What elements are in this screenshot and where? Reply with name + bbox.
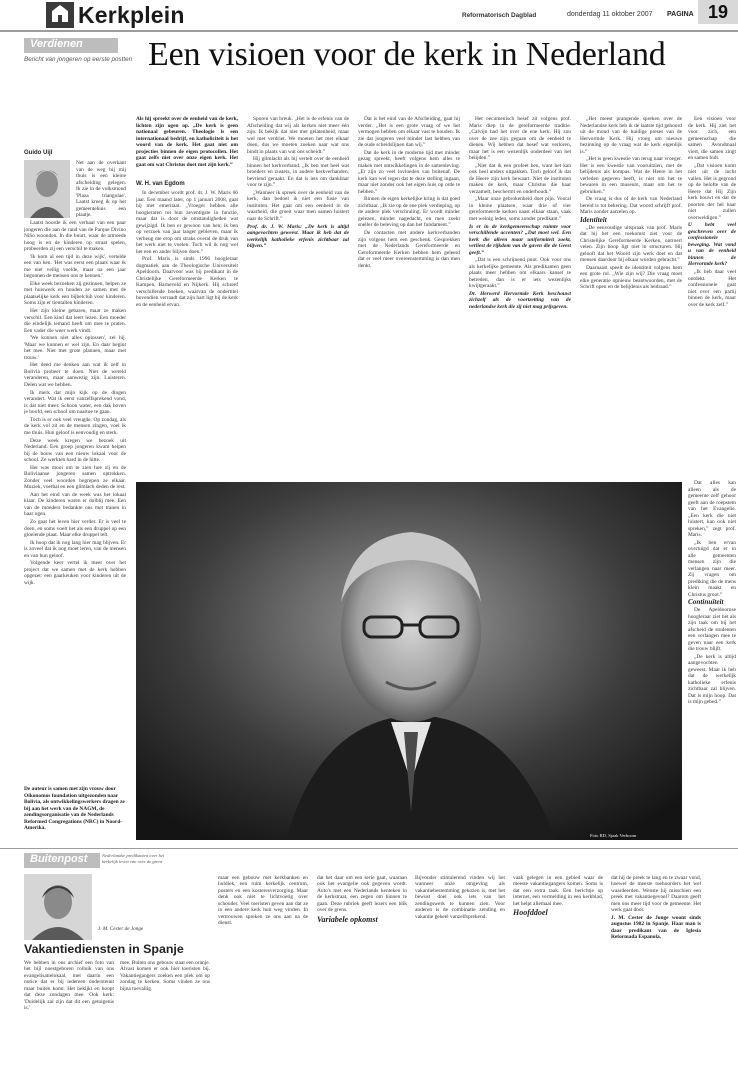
columnist-paragraph: Zo gaat het leven hier verder. Er is veel te doen, en soms voelt het als een druppel op een gloeiende plaat. Maar elke druppel telt. bbox=[24, 519, 126, 539]
publication-date: donderdag 11 oktober 2007 bbox=[567, 11, 653, 18]
article-paragraph: „Het is geen kwestie van terug naar vroeger. Het is een kwestie van vooruitzien, met de belijdenis als kompas. Wat de Heere in het verleden gegeven heeft, is niet om het te bewaren in een museum, maar om het te gebruiken.” bbox=[580, 156, 682, 195]
article-paragraph: „Het meest prangende spreken over de Nederlandse kerk heb ik de laatste tijd gehoord uit de mond van de huidige preses van de Hervormde Kerk. Hij vroeg om nieuwe bezinning op de vraag wat de kerk eigenlijk is.” bbox=[580, 116, 682, 155]
columnist-paragraph: 'We kunnen niet alles oplossen', zei hij. 'Maar we kunnen er wel zijn. En daar begint het mee. Niet met grote plannen, maar met trouw.' bbox=[24, 335, 126, 361]
columnist-paragraph: Ik merk dat mijn kijk op de dingen verandert. Wat ik eerst vanzelfsprekend vond, is dat niet meer. Schoon water, een dak boven je hoofd, een school om naartoe te gaan. bbox=[24, 389, 126, 416]
article-question: U hebt veel geschreven over de confessionele beweging. Wat vond u van de eenheid binnen de Hervormde kerk? bbox=[688, 222, 736, 268]
buitenpost-paragraph: We hebben in ons archief een foto van het bijl noestgeboren rolluik van ons evangelisatielokaal, met daarin een notice dat er bij iedereen ondersteunt maar buiten komt. Het bekijkt en hoopt dat deze zondagen mee. Ook kerk: 'Duidelijk zal zijn dat dit een getuigenis is.' bbox=[24, 960, 114, 1012]
buitenpost-headline: Vakantiediensten in Spanje bbox=[24, 942, 184, 956]
buitenpost-paragraph: maar een gebouw met kerkbanken en huldiek, een ruim kerkelijk centrum, posters en een kosteresverzorging. Maar denk ook niet te lichtvoetig over schouder. Veel toeristen geven aan dat ze in een andere kerk hun weg vinden. In vertrouwen spreken ze ons aan na de dienst. bbox=[218, 875, 308, 927]
publication-name: Reformatorisch Dagblad bbox=[462, 12, 537, 19]
article-paragraph: De Apeldoornse hoogleraar ziet het als zijn taak om bij het afscheid de studenten een verlangen mee te geven naar een kerk die trouw blijft. bbox=[688, 607, 736, 653]
photo-caption: Prof. dr. J. W. Maris: „De kerk is altijd aangevochten geweest. Maar ik heb dat de werkelijk katholieke erfenis zichtbaar zal blijven.” bbox=[247, 223, 349, 250]
article-author: W. H. van Egdom bbox=[136, 181, 185, 187]
header-rule bbox=[0, 30, 738, 32]
article-paragraph: Prof. Maris is sinds 1996 hoogleraar dogmatiek aan de Theologische Universiteit Apeldoorn. Daarvoor was hij predikant in de Christelijke Gereformeerde Kerken te Kampen, Barneveld en Nijkerk. Hij schreef verschillende boeken, waarvan de ondertitel bovendien verraadt dat zijn hart ligt bij de kerk en de eenheid ervan. bbox=[136, 256, 238, 308]
article-paragraph: Dat is het eind van de Afscheiding, gaat hij verder. „Het is een grote vraag of we het vermogen hebben om elkaar vast te houden. Ik zie dat jongeren veel minder last hebben van de oude scheidslijnen dan wij.” bbox=[358, 116, 460, 148]
columnist-paragraph: Het deed me denken aan wat ik zelf in Bolivia probeer te doen. Niet de wereld veranderen, maar aanwezig zijn. Luisteren. Delen wat we hebben. bbox=[24, 362, 126, 388]
article-column-6 bbox=[688, 116, 736, 480]
article-paragraph: „De kerk is altijd aangevochten geweest. Maar ik heb dat de werkelijk katholieke erfenis zichtbaar zal blijven. Dat is mijn hoop. Dat is mijn gebed.” bbox=[688, 653, 736, 706]
columnist-intro bbox=[76, 160, 126, 218]
buitenpost-paragraph: Bijvonder stimulerend vinden wij het wanneer onze omgeving als vakantiebestemming gekozen is, met het bewust doel ook iets van het zendingswerk te kunnen zien. Voor anderen is de combinatie zending en vakantie geheel vanzelfsprekend. bbox=[415, 875, 505, 920]
photo-credit: Foto RD, Sjaak Verboom bbox=[590, 833, 637, 838]
article-column-6-continued bbox=[688, 480, 736, 840]
buitenpost-author-photo bbox=[24, 874, 92, 940]
columnist-paragraph: Toch is er ook veel vreugde. Op zondag, als de kerk vol zit en de mensen zingen, voel ik me thuis. Hun geloof is eenvoudig en sterk. bbox=[24, 416, 126, 436]
article-paragraph: Daarnaast speelt de identiteit volgens hem een grote rol. „Wie zijn wij? Die vraag moet elke generatie opnieuw beantwoorden, met de Schrift open en de belijdenis als leidraad.” bbox=[580, 264, 682, 291]
article-column-1 bbox=[136, 190, 238, 475]
article-paragraph: „Dat visioen komt niet uit de lucht vallen. Het is gegrond op de belofte van de Heere dat Hij Zijn kerk bouwt en dat de poorten der hel haar niet zullen overweldigen.” bbox=[688, 162, 736, 221]
article-lead: Als hij spreekt over de eenheid van de kerk, lichten zijn ogen op. „De kerk is geen nationaal gebeuren. Theologie is een internationaal bedrijf, en katholiciteit is het woord van de kerk. Het gaat niet om projecties binnen de eigen protocollen. Het gaat zelfs niet over onze eigen kerk. Het gaat om wat Christus doet met zijn kerk.” bbox=[136, 116, 238, 168]
article-column-3 bbox=[358, 116, 460, 474]
buitenpost-column-5 bbox=[415, 875, 505, 1065]
article-paragraph: Dat de kerk in de moderne tijd met minder gezag spreekt, heeft volgens hem alles te maken met ontwikkelingen in de samenleving. „Er zijn zo veel invloeden van buitenaf. De kerk kan wel tegen dat te deze stelling ingaan, maar niet zonder ook het eigen huis op orde te hebben.” bbox=[358, 149, 460, 195]
article-subheading: Continuïteit bbox=[688, 598, 724, 607]
columnist-paragraph: Elke week bezoeken zij gezinnen, helpen ze met huiswerk en houden ze samen met de plaatselijke kerk een bijbelclub voor kinderen. Soms zijn er tientallen kinderen. bbox=[24, 280, 126, 307]
columnist-photo bbox=[24, 160, 70, 218]
article-paragraph: Hij glimlacht als hij vertelt over de eenheid binnen het kerkverband. „Ik ben met heel wat broeders en zusters, in andere kerkverbanden, bevriend geraakt. En dat is iets om dankbaar voor te zijn.” bbox=[247, 156, 349, 189]
buitenpost-column-2 bbox=[120, 960, 210, 1066]
article-paragraph: Dat alles kan alleen als de gemeente zelf gehoor geeft aan de roepstem van het Evangelie. „Een kerk die niet luistert, kan ook niet spreken,” zegt prof. Maris. bbox=[688, 480, 736, 538]
buitenpost-column-6 bbox=[513, 875, 603, 1065]
page-number: 19 bbox=[698, 0, 738, 24]
buitenpost-subheading: Hoofddoel bbox=[513, 908, 548, 918]
article-paragraph: „Dat is een schrijnend punt. Ook voor ons als kerkelijke gemeente. Als predikanten geen plaats meer hebben om elkaars kansel te betreden, dan is er iets wezenlijks kwijtgeraakt.” bbox=[469, 257, 571, 290]
buitenpost-column-7 bbox=[611, 875, 701, 1065]
columnist-paragraph: Aan het eind van de week was het lokaal klaar. De kinderen waren er dolblij mee. Een van de moeders bedankte ons met tranen in haar ogen. bbox=[24, 491, 126, 518]
article-paragraph: „Maar onze gebrokenheid doet pijn. Vooral in kleine plaatsen, waar drie of vier gereformeerde kerken naast elkaar staan, vaak met weinig leden, soms zonder predikant.” bbox=[469, 196, 571, 222]
article-subheading: Identiteit bbox=[580, 216, 607, 225]
columnist-author-note: De auteur is samen met zijn vrouw door Oikonomos foundation uitgezonden naar Bolivia, als ontwikkelingswerkers dragen ze bij aan het werk van de NAGM, de zendingsorganisatie van de Nederlands Reformed Congregations (NRC) in Noord-Amerika. bbox=[24, 786, 125, 831]
article-column-2 bbox=[247, 116, 349, 474]
article-question: Is er in de kerkgemeenschap ruimte voor verschillende accenten? „Dat moet wel. Een kerk die alleen maar uniformiteit zoekt, verliest de rijkdom van de gaven die de Geest geeft.” bbox=[469, 223, 571, 256]
buitenpost-paragraph: mee. Buiten ons gebouw staat een oranje. Alvast komen er ook hier toeristen bij. Vakantiegangers zoeken een plek om op zondag te kerken. Soms vinden ze ons bijna toevallig. bbox=[120, 960, 210, 992]
article-paragraph: In december wordt prof. dr. J. W. Maris 66 jaar. Een maand later, op 1 januari 2008, gaat hij met emeritaat. „Vroeger hebben alle hoogleraren tot hun zeventigste in functie, maar dat is door de omstandigheden wat gewijzigd. Ik ben er gewoon van hen; ik ben op verzoek van jaar langer gebleven, maar ik verheug me erop om straks overal de druk van het werk niet te voelen. Toch wil ik nog wel het een en ander blijven doen.” bbox=[136, 190, 238, 255]
pagina-label: PAGINA bbox=[667, 11, 694, 18]
columnist-paragraph: Ik hoop dat ik nog lang hier mag blijven. Er is zoveel dat ik nog moet leren, van de mensen en van hun geloof. bbox=[24, 539, 126, 559]
section-title: Kerkplein bbox=[78, 2, 185, 28]
buitenpost-byline: J. M. Cester de Jonge bbox=[98, 926, 144, 932]
article-paragraph: Een visioen voor de kerk. Hij ziet het voor zich, een gemeenschap die samen Avondmaal viert, die samen zingt en samen bidt. bbox=[688, 116, 736, 161]
professor-portrait-photo bbox=[136, 482, 682, 840]
columnist-intro-text: Net aan de overkant van de weg bij mij thuis is een kleine afscheiding gelegen. Ik zie in de volksmond 'Plaza triangulae'. Laatst kreeg ik op het gemeentehuis een plaatje. bbox=[76, 160, 126, 218]
article-paragraph: „Niet dat ik een profeet ben, want het kan ook heel anders uitpakken. Toch geloof ik dat de Heere zijn kerk bewaart. Niet de instituten maken de kerk, maar Christus die haar verzamelt, beschermt en onderhoudt.” bbox=[469, 162, 571, 195]
article-column-4 bbox=[469, 116, 571, 474]
buitenpost-paragraph: dat het daar om een serie gaat, waaraan ook het evangelie ook gegeven wordt. Auto's met een Nederlands kenteken in de kerkstraat, een zegen om binnen te gaan. Deze rubriek geeft lezers een blik over de grens. bbox=[317, 875, 407, 914]
columnist-paragraph: Het zijn kleine gebaren, maar ze maken verschil. Een kind dat leert lezen. Een moeder die eindelijk iemand heeft om mee te praten. Een vader die weer werk vindt. bbox=[24, 308, 126, 334]
buitenpost-paragraph: vaak gelegen in een gebied waar de meeste vakantiegangers komen. Soms is dat een extra taak. Een berichtje op internet, een vermelding in een kerkblad, het helpt allemaal mee. bbox=[513, 875, 603, 907]
verdienen-label: Verdienen bbox=[30, 38, 83, 50]
article-paragraph: De contacten met andere kerkverbanden zijn volgens hem een geschenk. Gesprekken met de Nederlands Gereformeerde en Gereformeerde Kerken hebben hem geleerd dat er veel meer overeenstemming is dan men denkt. bbox=[358, 230, 460, 269]
columnist-paragraph: Deze week kregen we bezoek uit Nederland. Een groep jongeren kwam helpen bij de bouw van een nieuw lokaal voor de school. Ze werkten hard in de hitte. bbox=[24, 437, 126, 463]
buitenpost-subheading: Variabele opkomst bbox=[317, 914, 378, 924]
buitenpost-rule bbox=[0, 848, 738, 849]
columnist-paragraph: Het was mooi om te zien hoe zij en de Boliviaanse jongeren samen optrokken. Zonder veel woorden begrepen ze elkaar. Muziek, voetbal en een glimlach deden de rest. bbox=[24, 464, 126, 491]
article-paragraph: „De eenvoudige uitspraak van prof. Maris dat hij het een toekomst ziet voor de Christelijke Gereformeerde Kerken, ontroert velen. Zijn hoop ligt niet in structuren. Hij gelooft dat het Woord zijn werk doet en dat mensen daardoor bij elkaar worden gebracht.” bbox=[580, 224, 682, 264]
columnist-paragraph: Volgende keer vertel ik meer over het project dat we samen met de kerk hebben opgezet: een gaarkeuken voor kinderen uit de wijk. bbox=[24, 560, 126, 586]
article-headline: Een visioen voor de kerk in Nederland bbox=[148, 36, 666, 73]
buitenpost-column-1 bbox=[24, 960, 114, 1066]
article-paragraph: „Wanneer ik spreek over de eenheid van de kerk, dan bedoel ik niet een fusie van instituten. Het gaat om een eenheid in de waarheid, die groeit waar men samen luistert naar de Schrift.” bbox=[247, 189, 349, 222]
buitenpost-column-4 bbox=[317, 875, 407, 1065]
article-column-5 bbox=[580, 116, 682, 474]
article-paragraph: Binnen de eigen kerkelijke kring is dat goed zichtbaar. „Ik zie op de ene plek verdieping, op de andere plek verschraling. Er wordt minder gelezen, minder nagedacht, en men zoekt sneller de beleving op dan het fundament.” bbox=[358, 196, 460, 229]
buitenpost-author-note: J. M. Cester de Jonge woont sinds augustus 1982 in Spanje. Haar man is daar predikant van de Iglesia Reformada Espanola. bbox=[611, 914, 701, 941]
article-paragraph: De vraag is dus of de kerk van Nederland bereid is tot bekering. Dat woord schrijft prof. Maris zonder aarzelen op. bbox=[580, 196, 682, 216]
article-paragraph: „Ik heb daar veel ontdekt. Het confessionele gaat niet over een partij binnen de kerk, maar over de kerk zelf.” bbox=[688, 269, 736, 308]
columnist-byline: Guido Uijl bbox=[24, 150, 53, 156]
columnist-paragraph: 'Ik kom al een tijd in deze wijk', vertelde een van hen. 'Het was eerst een plaats waar ik me niet veilig voelde, maar na een jaar begonnen de mensen ons te kennen.' bbox=[24, 253, 126, 280]
article-paragraph: Sporen van breuk. „Het is de erfenis van de Afscheiding dat wij als kerken niet meer één zijn. Ik bekijk dat niet met gelatenheid, maar wel met verdriet. We moeten het met elkaar doen, dus we moeten zoeken naar wat ons bindt in plaats van wat ons scheidt.” bbox=[247, 116, 349, 155]
columnist-paragraph: Laatst hoorde ik een verhaal van een paar jongeren die aan de rand van de Parque Divino Niño woonden. In die buurt, waar de armoede hoog is en de kinderen op straat spelen, probeerden zij een verschil te maken. bbox=[24, 220, 126, 252]
buitenpost-paragraph: dat hij de preek te lang en te zwaar vond, hoewel de meeste toehoorders het wel waardeerden. Wenste hij misschien een preek met vakantiegevoel? Daarom geeft men ons meer tijd voor de gemeente. Het werk gaat door. bbox=[611, 875, 701, 914]
verdienen-subtitle: Bericht van jongeren op eerste postten bbox=[24, 56, 133, 63]
article-paragraph: „Ik ben ervan overtuigd dat er in alle gemeenten mensen zijn die verlangen naar meer. Zij vragen om prediking die de mens klein maakt en Christus groot.” bbox=[688, 539, 736, 598]
buitenpost-label: Buitenpost bbox=[30, 853, 88, 865]
article-question: Dr. Herwerd Hervormde Kerk beschouwt zichzelf als de voortzetting van de nederlandse kerk die zij niet mag prijsgeven. bbox=[469, 290, 571, 310]
buitenpost-column-3 bbox=[218, 875, 308, 1065]
buitenpost-subtitle: Nederlandse predikanten over het kerkelijk leven van over de grens bbox=[102, 853, 165, 864]
article-paragraph: Het oecumenisch besef zit volgens prof. Maris diep in de gereformeerde traditie. „Calvijn had het over de ene kerk. Hij zou over de zee zijn gegaan om de eenheid te dienen. Wij hebben dat besef wat verloren, maar het is een wezenlijk onderdeel van het belijden.” bbox=[469, 116, 571, 161]
columnist-body bbox=[24, 220, 126, 785]
